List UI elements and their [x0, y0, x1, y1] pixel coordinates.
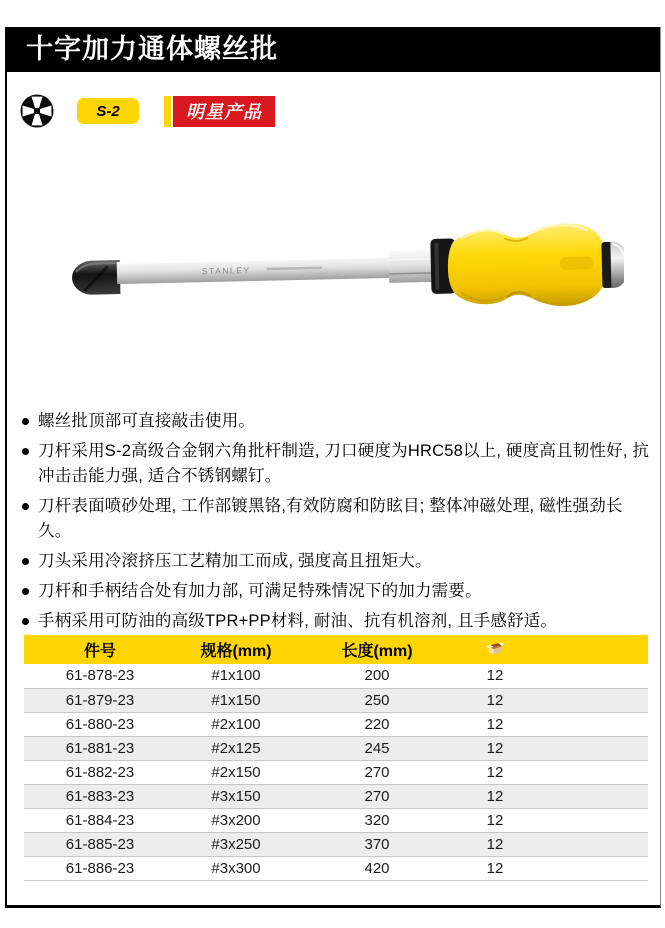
- hex-bolster: [389, 250, 435, 283]
- spec-table-header: [24, 635, 648, 664]
- cell-part: 61-878-23: [24, 664, 176, 688]
- cell-qty: 12: [458, 736, 532, 760]
- table-row: [24, 784, 648, 808]
- cell-part: 61-881-23: [24, 736, 176, 760]
- cell-qty: 12: [458, 856, 532, 880]
- cell-qty: 12: [458, 664, 532, 688]
- cell-length: 270: [296, 784, 458, 808]
- feature-item: 刀头采用冷滚挤压工艺精加工而成, 强度高且扭矩大。: [19, 549, 655, 574]
- cell-spec: #2x150: [176, 760, 296, 784]
- col-header-length: 长度(mm): [296, 635, 458, 664]
- cell-spacer: [532, 688, 648, 712]
- cell-spacer: [532, 664, 648, 688]
- screwdriver-illustration: [62, 217, 624, 323]
- cell-part: 61-884-23: [24, 808, 176, 832]
- cell-spec: #3x300: [176, 856, 296, 880]
- star-badge-label: 明星产品: [173, 96, 275, 127]
- cell-spec: #3x250: [176, 832, 296, 856]
- cell-qty: 12: [458, 832, 532, 856]
- table-row: [24, 736, 648, 760]
- feature-item: 螺丝批顶部可直接敲击使用。: [19, 409, 655, 434]
- cell-spec: #3x150: [176, 784, 296, 808]
- feature-item: 手柄采用可防油的高级TPR+PP材料, 耐油、抗有机溶剂, 且手感舒适。: [19, 609, 655, 634]
- table-row: [24, 688, 648, 712]
- col-header-spec: 规格(mm): [176, 635, 296, 664]
- table-row: [24, 712, 648, 736]
- strike-cap: [610, 241, 624, 287]
- feature-item: 刀杆采用S-2高级合金钢六角批杆制造, 刀口硬度为HRC58以上, 硬度高且韧性好, 抗冲击击能力强, 适合不锈钢螺钉。: [19, 439, 655, 489]
- feature-list: [19, 409, 655, 639]
- carton-icon: [486, 641, 505, 657]
- cell-part: 61-883-23: [24, 784, 176, 808]
- feature-item: 刀杆和手柄结合处有加力部, 可满足特殊情况下的加力需要。: [19, 579, 655, 604]
- cell-part: 61-879-23: [24, 688, 176, 712]
- cell-part: 61-886-23: [24, 856, 176, 880]
- cell-spacer: [532, 856, 648, 880]
- table-row: [24, 832, 648, 856]
- cell-length: 320: [296, 808, 458, 832]
- table-row: [24, 760, 648, 784]
- shaft-brand-text: STANLEY: [201, 265, 251, 277]
- cell-length: 250: [296, 688, 458, 712]
- cell-spacer: [532, 784, 648, 808]
- table-row: [24, 808, 648, 832]
- cell-spec: #1x100: [176, 664, 296, 688]
- cell-length: 370: [296, 832, 458, 856]
- col-header-part: 件号: [24, 635, 176, 664]
- cell-spacer: [532, 808, 648, 832]
- product-image: [62, 217, 624, 323]
- spec-table: [24, 635, 648, 881]
- cell-qty: 12: [458, 712, 532, 736]
- cell-qty: 12: [458, 808, 532, 832]
- cell-qty: 12: [458, 688, 532, 712]
- cell-spacer: [532, 736, 648, 760]
- table-row: [24, 856, 648, 880]
- cell-part: 61-885-23: [24, 832, 176, 856]
- page-frame: [5, 27, 661, 908]
- feature-item: 刀杆表面喷砂处理, 工作部镀黑铬,有效防腐和防眩目; 整体冲磁处理, 磁性强劲长久。: [19, 494, 655, 544]
- cell-length: 420: [296, 856, 458, 880]
- cell-part: 61-880-23: [24, 712, 176, 736]
- cell-spec: #1x150: [176, 688, 296, 712]
- badges-row: [20, 93, 275, 129]
- phillips-bit-icon: [20, 94, 54, 128]
- col-header-qty: [458, 635, 532, 664]
- cell-spacer: [532, 832, 648, 856]
- cell-qty: 12: [458, 784, 532, 808]
- table-row: [24, 664, 648, 688]
- cell-spec: #2x100: [176, 712, 296, 736]
- cell-qty: 12: [458, 760, 532, 784]
- cell-spec: #2x125: [176, 736, 296, 760]
- cell-length: 200: [296, 664, 458, 688]
- page-title: 十字加力通体螺丝批: [7, 27, 660, 72]
- cell-spec: #3x200: [176, 808, 296, 832]
- star-badge-accent-bar: [164, 96, 171, 127]
- grade-badge: S-2: [77, 98, 139, 124]
- cell-spacer: [532, 760, 648, 784]
- cell-part: 61-882-23: [24, 760, 176, 784]
- cell-spacer: [532, 712, 648, 736]
- cell-length: 270: [296, 760, 458, 784]
- col-header-spacer: [532, 635, 648, 664]
- cell-length: 245: [296, 736, 458, 760]
- cell-length: 220: [296, 712, 458, 736]
- star-product-badge: [164, 96, 275, 127]
- spec-table-body: [24, 664, 648, 880]
